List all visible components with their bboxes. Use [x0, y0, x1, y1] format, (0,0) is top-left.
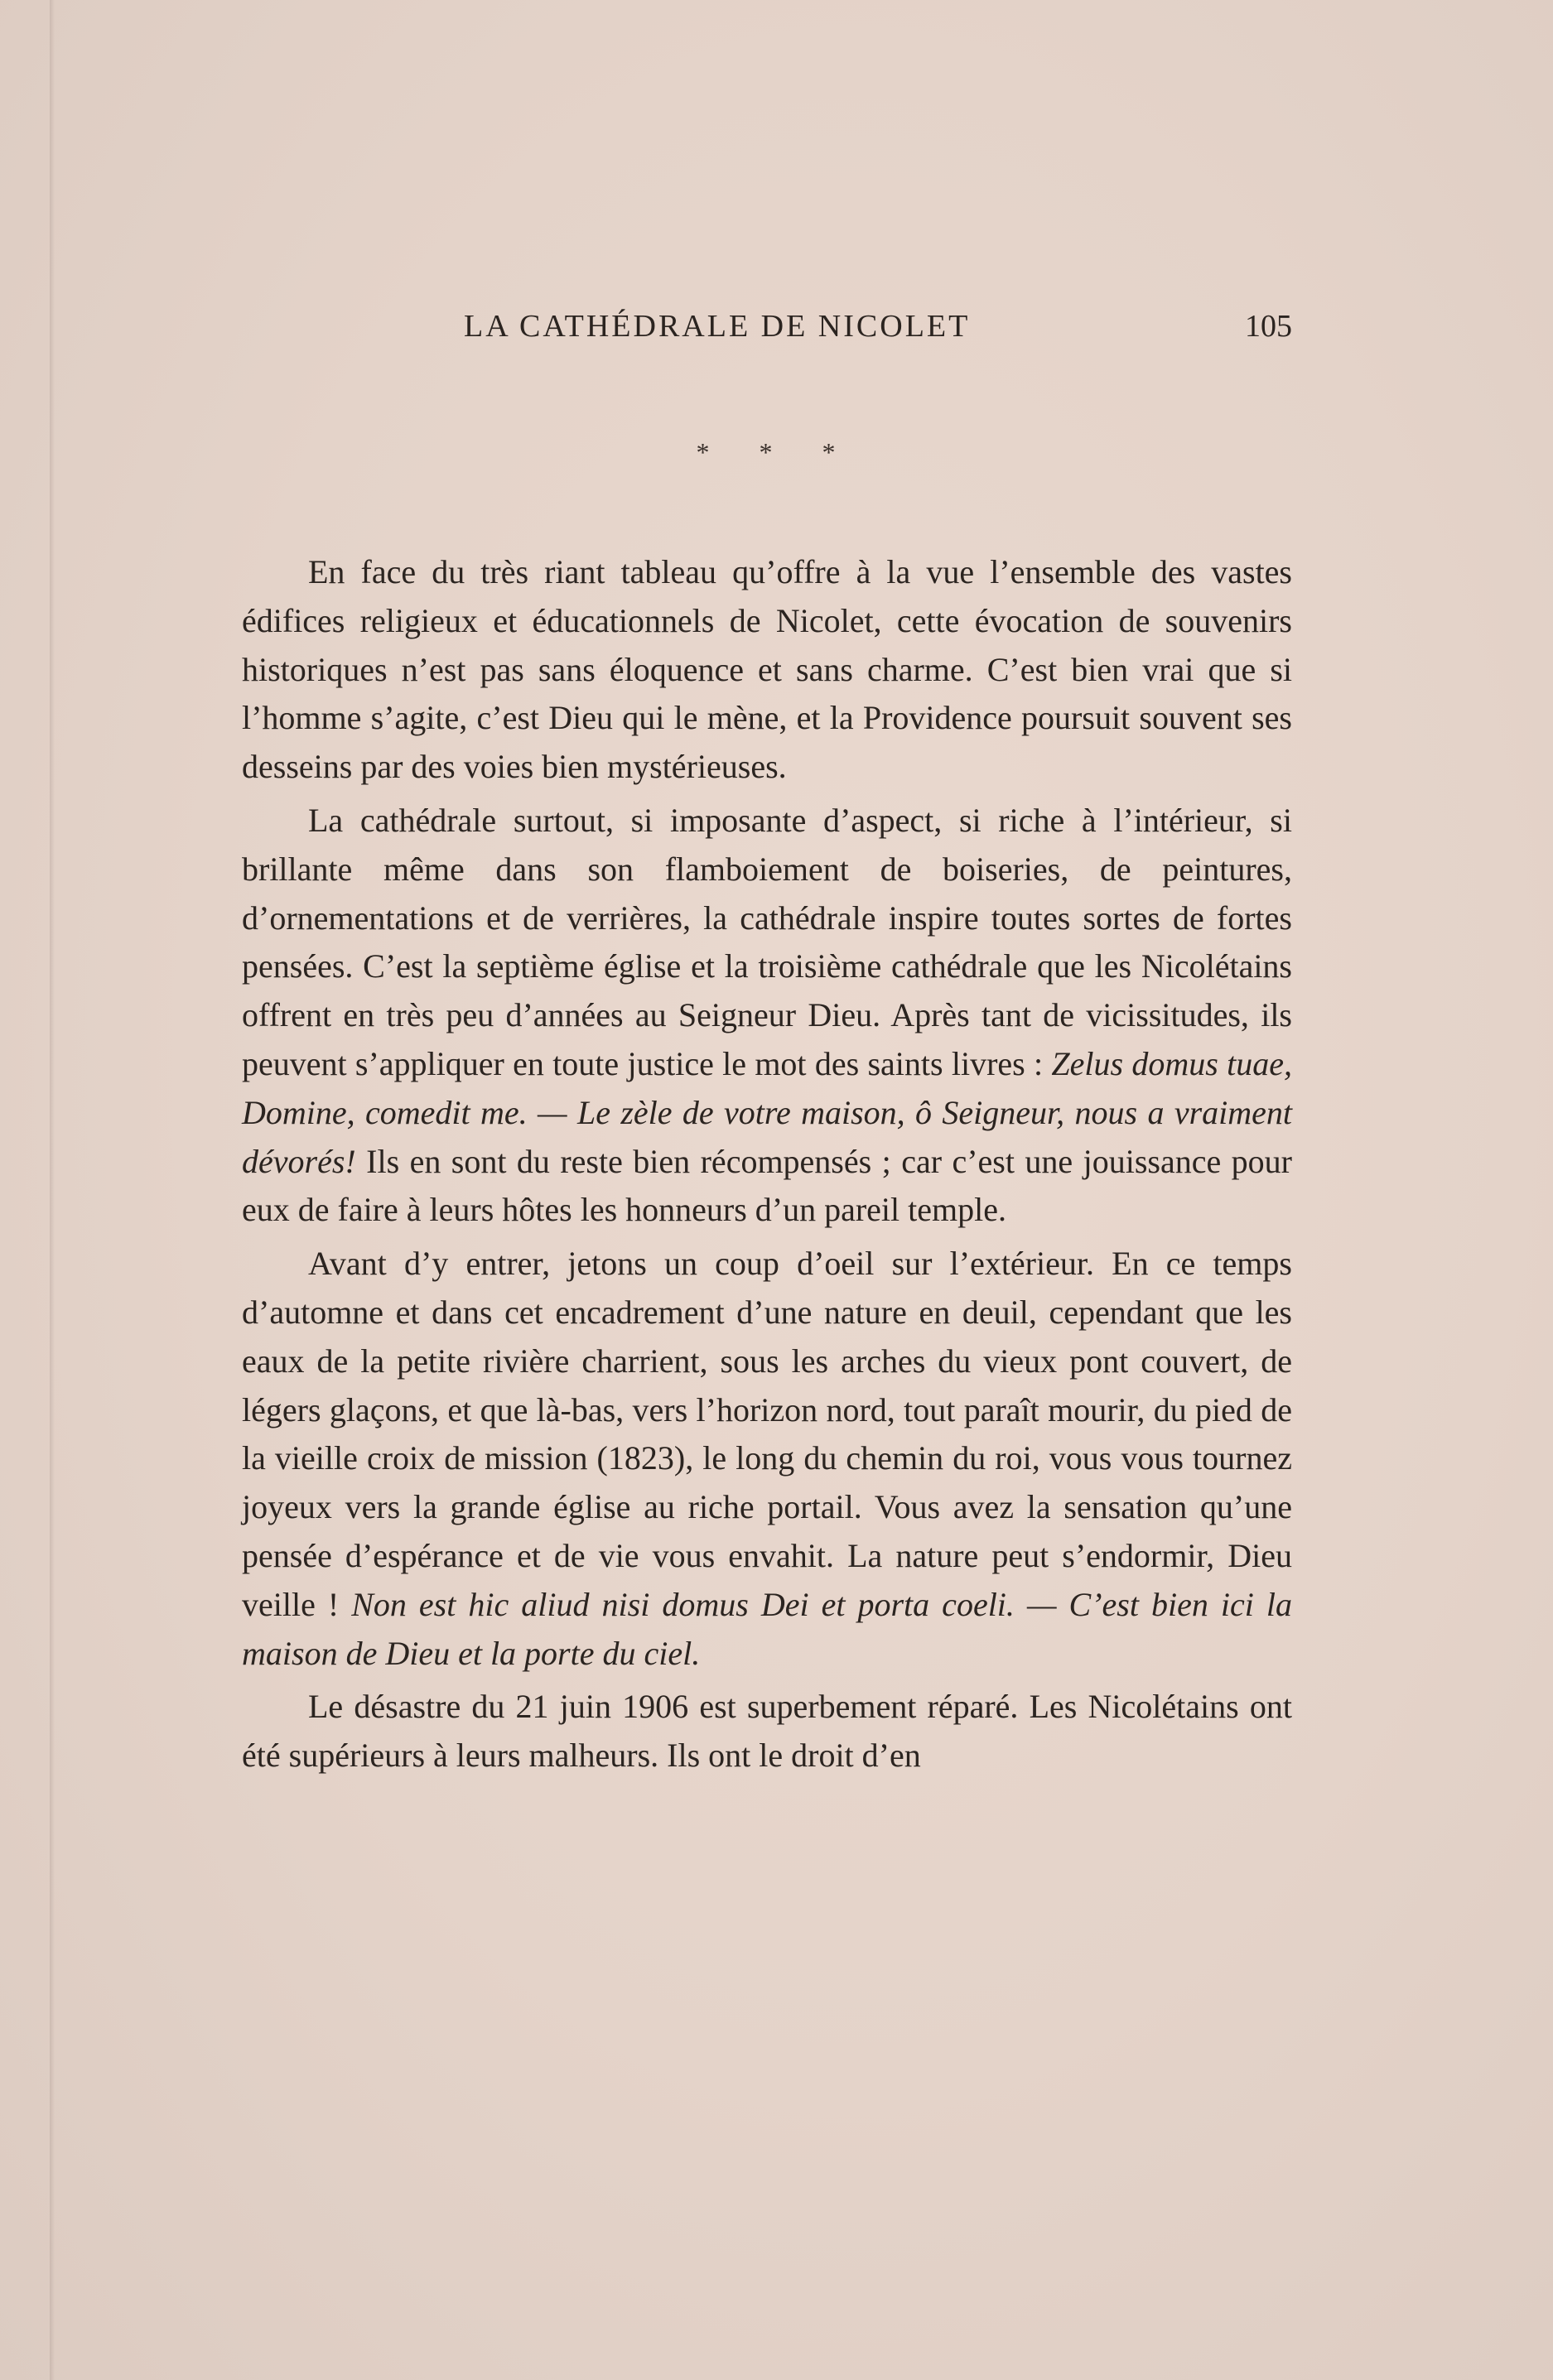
- paragraph-3-text: Avant d’y entrer, jetons un coup d’oeil sur l’extérieur. En ce temps d’automne et dans cet encadrement d’une nature en deuil, cependant que les eaux de la petite rivière charrient, sous les arches du vieux pont couvert, de légers glaçons, et que là-bas, vers l’horizon nord, tout paraît mourir, du pied de la vieille croix de mission (1823), le long du chemin du roi, vous vous tournez joyeux vers la grande église au riche portail. Vous avez la sensation qu’une pensée d’espérance et de vie vous envahit. La nature peut s’endormir, Dieu veille !: [242, 1245, 1292, 1623]
- paragraph-2-text-b: Ils en sont du reste bien récompensés ; car c’est une jouissance pour eux de faire à leurs hôtes les honneurs d’un pareil temple.: [242, 1142, 1292, 1229]
- paragraph-2: [242, 797, 1292, 1235]
- paragraph-3: [242, 1240, 1292, 1678]
- body-text: [242, 548, 1292, 1780]
- paragraph-3-latin-quote: Non est hic aliud nisi domus Dei et porta coeli. — C’est bien ici la maison de Dieu et la porte du ciel.: [242, 1585, 1292, 1672]
- paragraph-1-text: En face du très riant tableau qu’offre à la vue l’ensemble des vastes édifices religieux et éducationnels de Nicolet, cette évocation de souvenirs historiques n’est pas sans éloquence et sans charme. C’est bien vrai que si l’homme s’agite, c’est Dieu qui le mène, et la Providence poursuit souvent ses desseins par des voies bien mystérieuses.: [242, 553, 1292, 786]
- section-break-asterisks: * * *: [696, 437, 857, 467]
- running-title: LA CATHÉDRALE DE NICOLET: [464, 309, 971, 344]
- paragraph-2-latin-quote: Zelus domus tuae, Domine, comedit me. — Le zèle de votre maison, ô Seigneur, nous a vraiment dévorés!: [242, 1044, 1293, 1180]
- paragraph-1: [242, 548, 1292, 792]
- paragraph-4-text: Le désastre du 21 juin 1906 est superbement réparé. Les Nicolétains ont été supérieurs à leurs malheurs. Ils ont le droit d’en: [242, 1688, 1292, 1775]
- running-head: [464, 308, 1292, 344]
- page-number: 105: [1245, 309, 1292, 344]
- page-gutter-shadow: [50, 0, 55, 2380]
- paragraph-2-text-a: La cathédrale surtout, si imposante d’aspect, si riche à l’intérieur, si brillante même dans son flamboiement de boiseries, de peintures, d’ornementations et de verrières, la cathédrale inspire toutes sortes de fortes pensées. C’est la septième église et la troisième cathédrale que les Nicolétains offrent en très peu d’années au Seigneur Dieu. Après tant de vicissitudes, ils peuvent s’appliquer en toute justice le mot des saints livres :: [242, 801, 1292, 1082]
- paragraph-4: [242, 1683, 1292, 1780]
